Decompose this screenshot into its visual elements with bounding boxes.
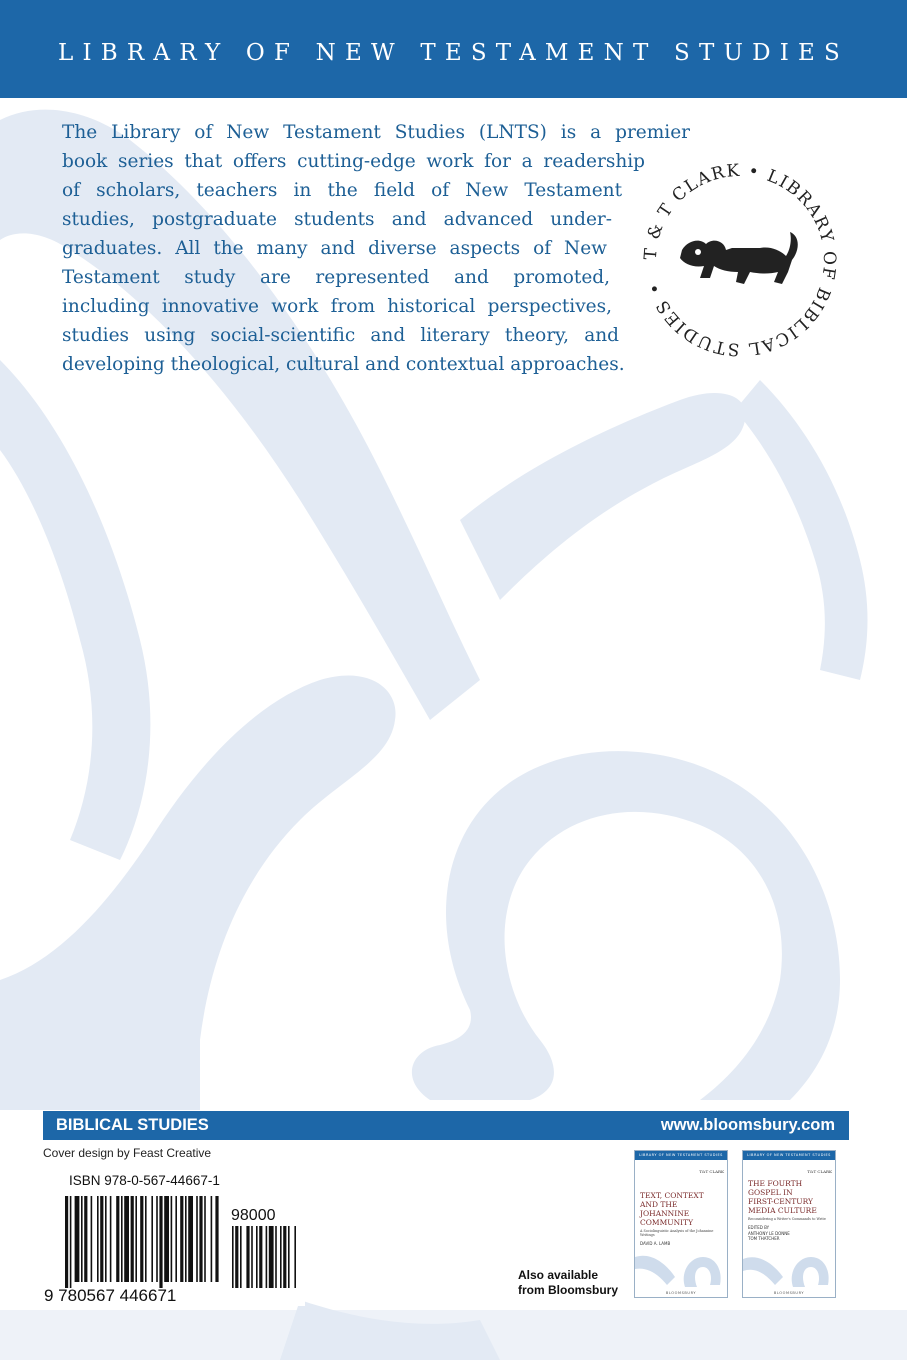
book-publisher: T&T CLARK <box>699 1169 724 1174</box>
price-code: 98000 <box>231 1207 276 1224</box>
book-cover-art <box>635 1247 727 1289</box>
book-author: EDITED BY <box>748 1225 770 1230</box>
lion-icon <box>680 232 798 284</box>
related-book-cover[interactable] <box>634 1150 728 1298</box>
description-line: including innovative work from historical perspectives, <box>62 296 612 317</box>
isbn-label: ISBN 978-0-567-44667-1 <box>69 1173 220 1188</box>
website-link[interactable]: www.bloomsbury.com <box>660 1116 835 1134</box>
book-subtitle: A Sociolinguistic Analysis of the Johannine Writings <box>640 1229 714 1238</box>
description-line: of scholars, teachers in the field of New Testament <box>62 180 622 201</box>
book-author: ANTHONY LE DONNE <box>748 1230 790 1236</box>
also-available-line: Also available <box>518 1268 599 1282</box>
series-title: LIBRARY OF NEW TESTAMENT STUDIES <box>58 40 849 66</box>
book-series-text: LIBRARY OF NEW TESTAMENT STUDIES <box>747 1153 831 1157</box>
book-title-line: AND THE <box>640 1200 678 1209</box>
book-title-line: COMMUNITY <box>640 1218 694 1227</box>
book-subtitle: Reconsidering a Writer's Commands to Write <box>748 1217 826 1221</box>
category-band <box>43 1111 849 1140</box>
cover-credit: Cover design by Feast Creative <box>43 1146 212 1160</box>
description-line: studies using social-scientific and literary theory, and <box>62 325 619 346</box>
also-available-line: from Bloomsbury <box>518 1283 619 1297</box>
book-series-band <box>743 1151 835 1160</box>
tt-clark-seal-logo <box>640 160 840 360</box>
book-title-line: TEXT, CONTEXT <box>640 1191 704 1200</box>
related-book-cover[interactable] <box>742 1150 836 1298</box>
barcode-number: 9 780567 446671 <box>44 1286 177 1305</box>
book-title-line: GOSPEL IN <box>748 1188 793 1197</box>
book-title <box>748 1179 832 1215</box>
description-line: Testament study are represented and promoted, <box>62 267 610 288</box>
description-line: developing theological, cultural and contextual approaches. <box>62 354 625 375</box>
book-series-band <box>635 1151 727 1160</box>
book-footer: BLOOMSBURY <box>773 1291 805 1295</box>
category-label: BIBLICAL STUDIES <box>56 1116 209 1134</box>
book-title-line: MEDIA CULTURE <box>748 1206 817 1215</box>
also-available-label <box>518 1268 618 1298</box>
book-footer: BLOOMSBURY <box>665 1291 697 1295</box>
description-line: studies, postgraduate students and advanced under- <box>62 209 612 230</box>
book-title-line: THE FOURTH <box>748 1179 803 1188</box>
book-author: TOM THATCHER <box>748 1236 780 1241</box>
series-header-band <box>0 0 907 98</box>
description-line: The Library of New Testament Studies (LNTS) is a premier <box>62 122 690 143</box>
book-title-line: JOHANNINE <box>640 1209 690 1218</box>
book-title-line: FIRST-CENTURY <box>748 1197 813 1206</box>
description-line: graduates. All the many and diverse aspects of New <box>62 238 607 259</box>
barcode-icon <box>43 1170 305 1306</box>
description-line: book series that offers cutting-edge work for a readership <box>62 151 645 172</box>
seal-text: T & T CLARK • LIBRARY OF BIBLICAL STUDIES • <box>640 160 840 360</box>
barcode-block <box>43 1170 305 1306</box>
book-title <box>640 1191 724 1227</box>
book-authors <box>640 1241 670 1247</box>
series-description <box>62 118 690 379</box>
book-cover-art <box>743 1247 835 1289</box>
book-author: DAVID A. LAMB <box>640 1241 671 1246</box>
book-publisher: T&T CLARK <box>807 1169 832 1174</box>
book-authors <box>748 1225 790 1242</box>
book-series-text: LIBRARY OF NEW TESTAMENT STUDIES <box>639 1153 723 1157</box>
